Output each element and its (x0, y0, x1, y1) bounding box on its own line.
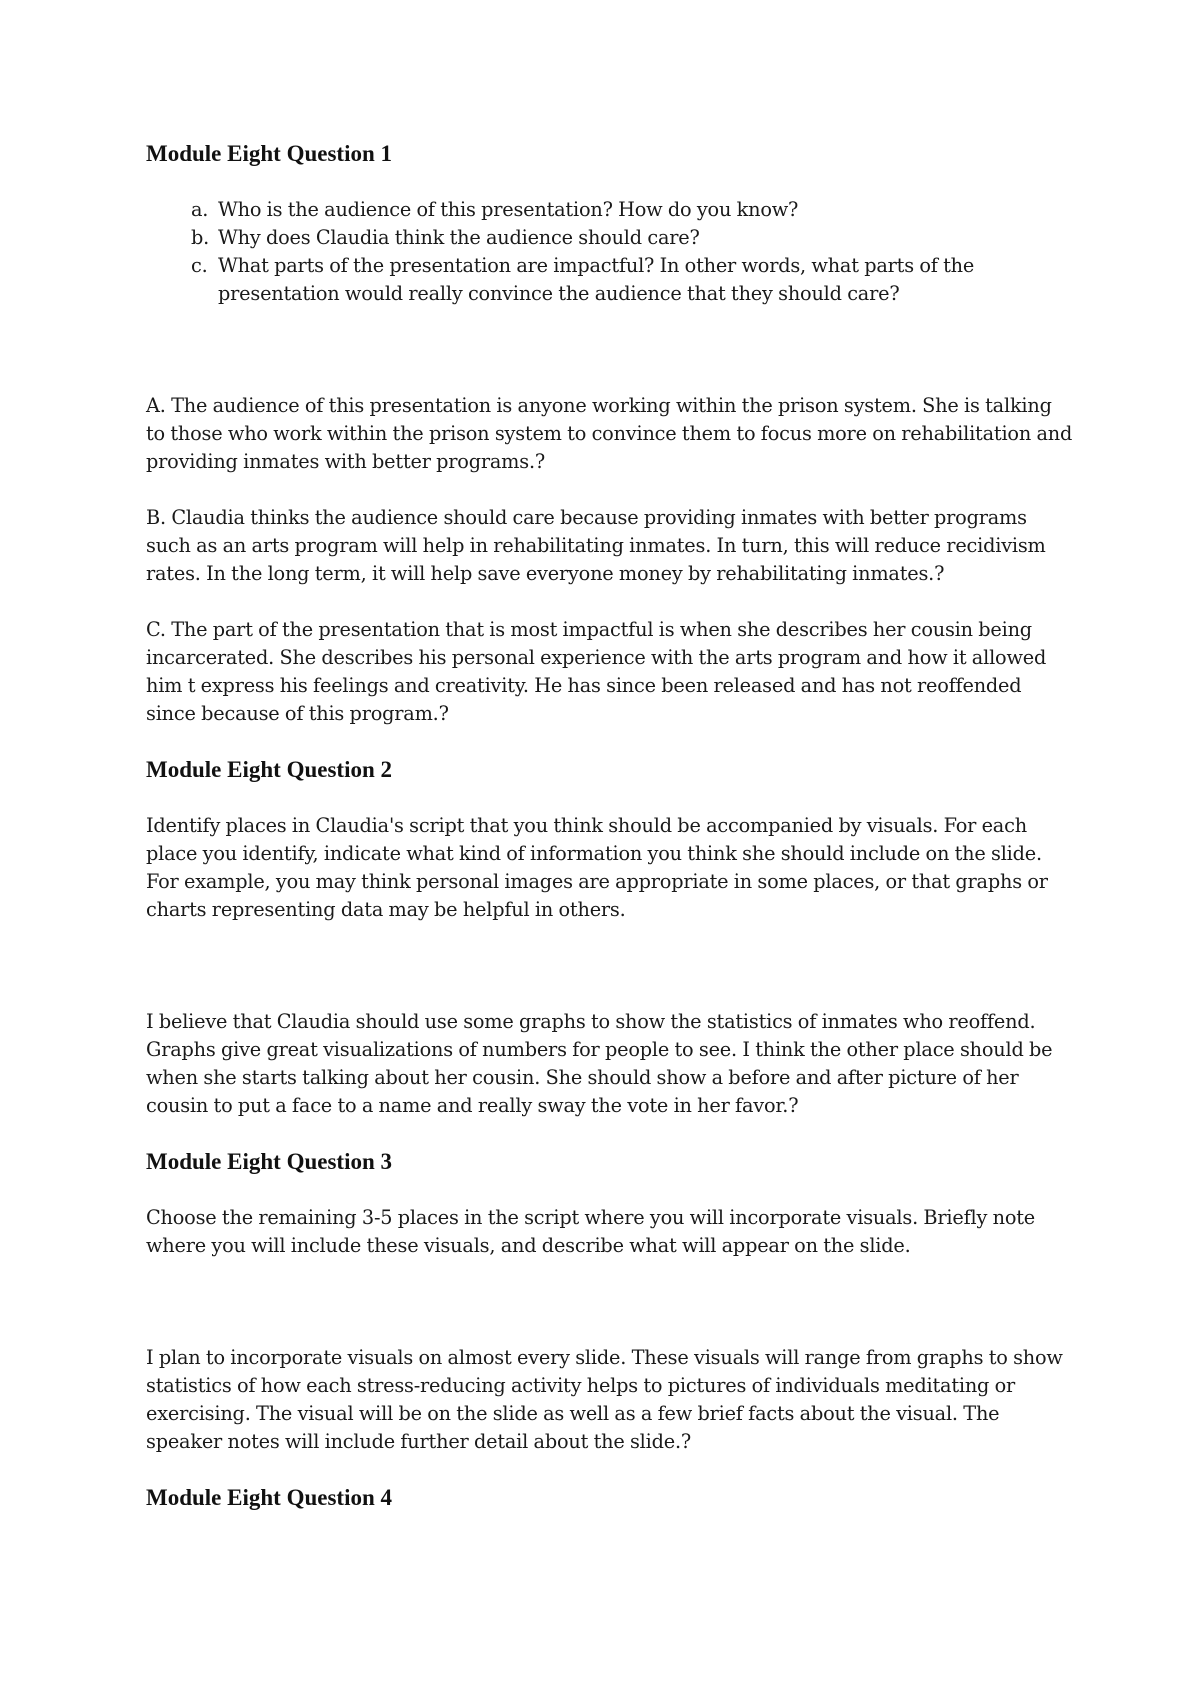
q4-heading: Module Eight Question 4 (146, 1485, 393, 1510)
list-marker: a. (191, 198, 209, 221)
list-item-text: Who is the audience of this presentation? How do you know? (218, 198, 799, 221)
list-marker: b. (191, 226, 210, 249)
q1-answer-c: C. The part of the presentation that is most impactful is when she describes her cousin being incarcerated. She describes his personal experience with the arts program and how it allowed him t express his feelings and creativity. He has since been released and has not reoffended since because of this program.? (146, 618, 1047, 725)
list-item-text: Why does Claudia think the audience should care? (218, 226, 700, 249)
q2-heading: Module Eight Question 2 (146, 757, 393, 782)
list-item (146, 224, 1076, 252)
list-marker: c. (191, 254, 208, 277)
q2-prompt: Identify places in Claudia's script that you think should be accompanied by visuals. For each place you identify, indicate what kind of information you think she should include on the slide. For example, you may think personal images are appropriate in some places, or that graphs or charts representing data may be helpful in others. (146, 814, 1048, 921)
q3-heading: Module Eight Question 3 (146, 1149, 393, 1174)
q1-question-list (146, 196, 1076, 308)
q3-answer: I plan to incorporate visuals on almost every slide. These visuals will range from graphs to show statistics of how each stress-reducing activity helps to pictures of individuals meditating or exercising. The visual will be on the slide as well as a few brief facts about the visual. The speaker notes will include further detail about the slide.? (146, 1346, 1063, 1453)
list-item (146, 252, 1076, 308)
q2-answer: I believe that Claudia should use some graphs to show the statistics of inmates who reoffend. Graphs give great visualizations of numbers for people to see. I think the other place should be when she starts talking about her cousin. She should show a before and after picture of her cousin to put a face to a name and really sway the vote in her favor.? (146, 1010, 1053, 1117)
list-item (146, 196, 1076, 224)
list-item-text: What parts of the presentation are impactful? In other words, what parts of the presentation would really convince the audience that they should care? (218, 254, 975, 305)
q1-heading: Module Eight Question 1 (146, 141, 393, 166)
q1-answer-b: B. Claudia thinks the audience should care because providing inmates with better programs such as an arts program will help in rehabilitating inmates. In turn, this will reduce recidivism rates. In the long term, it will help save everyone money by rehabilitating inmates.? (146, 506, 1046, 585)
q1-answer-a: A. The audience of this presentation is anyone working within the prison system. She is talking to those who work within the prison system to convince them to focus more on rehabilitation and providing inmates with better programs.? (146, 394, 1073, 473)
document-page (146, 140, 1076, 1512)
q3-prompt: Choose the remaining 3-5 places in the script where you will incorporate visuals. Briefly note where you will include these visuals, and describe what will appear on the slide. (146, 1206, 1035, 1257)
